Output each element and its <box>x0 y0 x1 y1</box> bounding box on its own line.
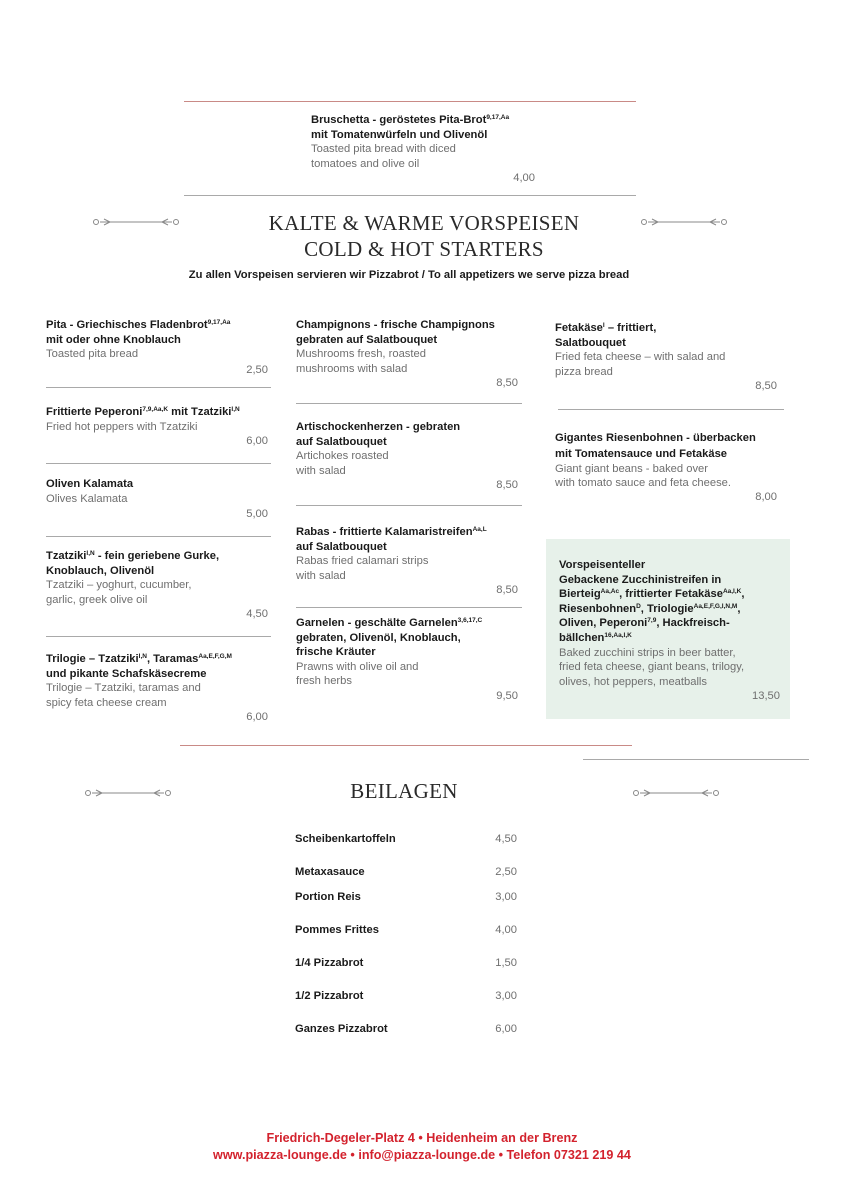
side-price: 4,00 <box>495 924 517 936</box>
item-title-line2: Salatbouquet <box>555 336 626 349</box>
section-title-starters-en: COLD & HOT STARTERS <box>304 237 544 261</box>
item-title-part: Riesenbohnen <box>559 602 637 615</box>
item-desc-line: olives, hot peppers, meatballs <box>559 675 708 688</box>
item-price: 13,50 <box>752 690 780 703</box>
menu-item-fetakaese <box>555 321 777 394</box>
item-title: Oliven Kalamata <box>46 478 134 490</box>
item-title-part: - fein geriebene Gurke, <box>94 550 220 562</box>
divider <box>46 463 271 464</box>
item-desc-line: Mushrooms fresh, roasted <box>296 348 426 361</box>
divider <box>46 636 271 637</box>
item-title: Champignons - frische Champignons <box>296 319 495 331</box>
item-price: 8,50 <box>496 377 518 390</box>
item-title-part: , Triologie <box>640 602 694 615</box>
allergen-codes: Aa,L <box>472 526 487 533</box>
menu-item-champignons <box>296 318 518 391</box>
item-price: 4,00 <box>513 172 535 185</box>
item-title-part: , <box>741 588 745 601</box>
side-price: 6,00 <box>495 1023 517 1035</box>
item-desc-line: tomatoes and olive oil <box>311 157 420 170</box>
item-title-line2: gebraten auf Salatbouquet <box>296 333 438 346</box>
menu-item-gigantes <box>555 429 777 504</box>
allergen-codes: Aa,E,F,G,M <box>198 653 232 660</box>
section-title-starters-de: KALTE & WARME VORSPEISEN <box>268 211 580 235</box>
side-name: Pommes Frittes <box>295 924 379 936</box>
allergen-codes: I,N <box>86 550 95 557</box>
allergen-codes: I <box>602 322 605 329</box>
allergen-codes: I,N <box>231 406 240 413</box>
item-desc-line: with tomato sauce and feta cheese. <box>555 477 732 490</box>
side-name: Portion Reis <box>295 891 361 903</box>
menu-item-garnelen <box>296 616 518 704</box>
allergen-codes: 7,9 <box>647 617 657 625</box>
item-title-line2: gebraten, Olivenöl, Knoblauch, <box>296 631 461 644</box>
item-title-part: , <box>737 602 741 615</box>
item-title-part: Bierteig <box>559 588 601 601</box>
item-price: 8,00 <box>755 490 777 503</box>
item-title: Pita - Griechisches Fladenbrot <box>46 319 208 331</box>
allergen-codes: D <box>636 602 641 610</box>
item-desc-line: Fried feta cheese – with salad and <box>555 351 726 364</box>
allergen-codes: 16,Aa,I,K <box>604 631 632 639</box>
item-price: 5,00 <box>246 508 268 521</box>
item-title-part: – frittiert, <box>604 322 657 334</box>
item-desc-line: Giant giant beans - baked over <box>555 462 708 475</box>
item-price: 6,00 <box>246 435 268 448</box>
item-title-line2: mit Tomatensauce und Fetakäse <box>555 448 728 460</box>
divider <box>46 536 271 537</box>
item-title-part: , Hackfreisch- <box>656 617 730 630</box>
section-title-sides: BEILAGEN <box>350 779 458 803</box>
item-title: Gigantes Riesenbohnen - überbacken <box>555 432 756 444</box>
item-desc-line: spicy feta cheese cream <box>46 696 167 709</box>
item-price: 9,50 <box>496 689 518 702</box>
menu-item-pita <box>46 318 268 377</box>
menu-item-bruschetta <box>311 113 535 186</box>
item-desc-line: Prawns with olive oil and <box>296 660 419 673</box>
divider <box>558 409 784 410</box>
item-desc-line: with salad <box>296 569 346 582</box>
item-desc-line: Trilogie – Tzatziki, taramas and <box>46 682 201 695</box>
item-price: 2,50 <box>246 363 268 376</box>
item-title: Trilogie – Tzatziki <box>46 653 139 665</box>
item-title-line2: auf Salatbouquet <box>296 540 387 553</box>
side-price: 1,50 <box>495 957 517 969</box>
item-price: 8,50 <box>755 380 777 393</box>
side-name: Scheibenkartoffeln <box>295 833 396 845</box>
item-title: Artischockenherzen - gebraten <box>296 421 461 433</box>
item-title-part: , frittierter Fetakäse <box>619 588 723 601</box>
footer-contact: www.piazza-lounge.de • info@piazza-lounge.de • Telefon 07321 219 44 <box>213 1148 631 1162</box>
item-desc-line: Baked zucchini strips in beer batter, <box>559 646 736 659</box>
item-title-line2: auf Salatbouquet <box>296 435 387 448</box>
divider <box>583 759 809 760</box>
item-title: Bruschetta - geröstetes Pita-Brot <box>311 114 487 126</box>
item-desc-line: Rabas fried calamari strips <box>296 555 429 568</box>
item-price: 4,50 <box>246 608 268 621</box>
item-title: Rabas - frittierte Kalamaristreifen <box>296 526 473 538</box>
allergen-codes: Aa,Ac <box>600 588 620 596</box>
menu-item-artischocken <box>296 420 518 493</box>
item-title: Garnelen - geschälte Garnelen <box>296 617 458 629</box>
item-title: Fetakäse <box>555 322 603 334</box>
item-title-line2: mit Tomatenwürfeln und Olivenöl <box>311 128 488 141</box>
divider <box>296 403 522 404</box>
item-desc-line: mushrooms with salad <box>296 362 408 375</box>
menu-item-peperoni <box>46 405 268 449</box>
side-name: Metaxasauce <box>295 866 365 878</box>
item-desc-line: Fried hot peppers with Tzatziki <box>46 420 198 433</box>
menu-item-oliven <box>46 477 268 522</box>
allergen-codes: 7,9,Aa,K <box>142 406 169 413</box>
divider <box>184 195 636 196</box>
side-name: 1/4 Pizzabrot <box>295 957 364 969</box>
side-price: 3,00 <box>495 990 517 1002</box>
item-price: 8,50 <box>496 479 518 492</box>
divider <box>296 607 522 608</box>
menu-item-vorspeisenteller <box>559 558 783 704</box>
item-title-part: bällchen <box>559 631 605 644</box>
item-title-line2: mit oder ohne Knoblauch <box>46 333 181 346</box>
menu-item-rabas <box>296 525 518 598</box>
allergen-codes: 9,17,Aa <box>486 114 510 121</box>
starters-note: Zu allen Vorspeisen servieren wir Pizzabrot / To all appetizers we serve pizza bread <box>188 269 630 281</box>
item-desc-line: garlic, greek olive oil <box>46 593 148 606</box>
item-desc-line: pizza bread <box>555 365 613 378</box>
allergen-codes: 9,17,Aa <box>207 319 231 326</box>
item-price: 6,00 <box>246 711 268 724</box>
side-price: 2,50 <box>495 866 517 878</box>
item-desc-line: Artichokes roasted <box>296 450 389 463</box>
item-desc-line: fried feta cheese, giant beans, trilogy, <box>559 661 745 674</box>
item-desc-line: Tzatziki – yoghurt, cucumber, <box>46 579 192 592</box>
side-name: 1/2 Pizzabrot <box>295 990 364 1002</box>
item-title-line: Gebackene Zucchinistreifen in <box>559 573 722 586</box>
side-name: Ganzes Pizzabrot <box>295 1023 388 1035</box>
item-title-part: Oliven, Peperoni <box>559 617 648 630</box>
top-divider <box>184 101 636 102</box>
side-price: 3,00 <box>495 891 517 903</box>
item-price: 8,50 <box>496 584 518 597</box>
item-title: Vorspeisenteller <box>559 559 646 571</box>
item-title-line3: frische Kräuter <box>296 646 376 659</box>
side-price: 4,50 <box>495 833 517 845</box>
item-title-line2: Knoblauch, Olivenöl <box>46 564 155 577</box>
allergen-codes: I,N <box>138 653 147 660</box>
item-desc-line: fresh herbs <box>296 675 352 688</box>
footer-address: Friedrich-Degeler-Platz 4 • Heidenheim an der Brenz <box>266 1131 578 1145</box>
item-title-part: , Taramas <box>146 653 199 665</box>
item-desc-line: Toasted pita bread <box>46 348 139 361</box>
item-title: Frittierte Peperoni <box>46 406 143 418</box>
allergen-codes: Aa,E,F,G,I,N,M <box>693 602 738 610</box>
item-title-part: mit Tzatziki <box>168 406 232 418</box>
item-desc-line: Toasted pita bread with diced <box>311 143 456 156</box>
item-desc-line: with salad <box>296 464 346 477</box>
section-divider <box>180 745 632 746</box>
allergen-codes: Aa,I,K <box>722 588 742 596</box>
menu-item-trilogie <box>46 652 268 725</box>
divider <box>46 387 271 388</box>
divider <box>296 505 522 506</box>
item-desc-line: Olives Kalamata <box>46 492 128 505</box>
allergen-codes: 3,6,17,C <box>457 617 483 624</box>
menu-item-tzatziki <box>46 549 268 622</box>
item-title-line2: und pikante Schafskäsecreme <box>46 667 207 680</box>
item-title: Tzatziki <box>46 550 87 562</box>
